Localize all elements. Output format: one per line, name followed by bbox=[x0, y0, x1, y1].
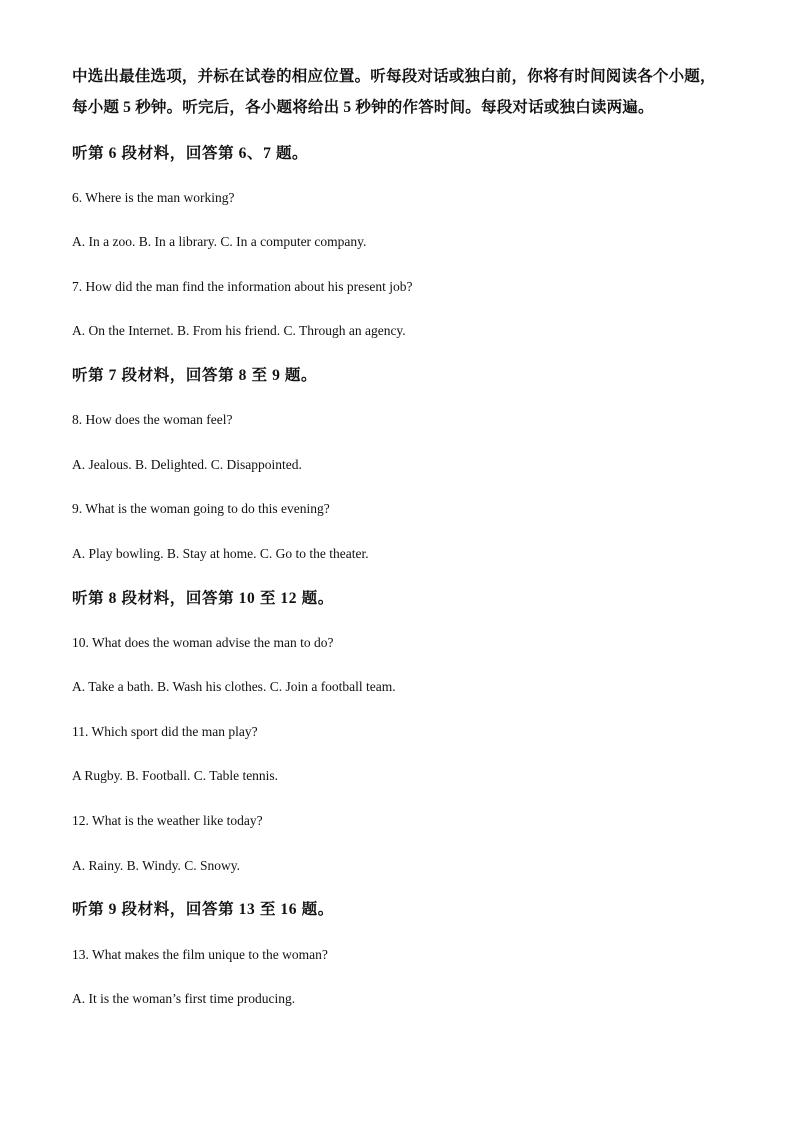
answer-options: A. On the Internet. B. From his friend. C. Through an agency. bbox=[72, 323, 406, 338]
answer-options: A. Rainy. B. Windy. C. Snowy. bbox=[72, 858, 240, 873]
question-text: 6. Where is the man working? bbox=[72, 190, 235, 205]
instructions-line-2: 每小题 5 秒钟。听完后，各小题将给出 5 秒钟的作答时间。每段对话或独白读两遍。 bbox=[72, 99, 654, 116]
section-heading: 听第 7 段材料，回答第 8 至 9 题。 bbox=[72, 367, 318, 384]
answer-options: A. Play bowling. B. Stay at home. C. Go to the theater. bbox=[72, 546, 369, 561]
answer-options: A. In a zoo. B. In a library. C. In a computer company. bbox=[72, 234, 367, 249]
question-text: 9. What is the woman going to do this evening? bbox=[72, 501, 330, 516]
answer-options: A. Take a bath. B. Wash his clothes. C. Join a football team. bbox=[72, 679, 396, 694]
answer-options: A. It is the woman’s first time producing. bbox=[72, 991, 296, 1006]
question-text: 10. What does the woman advise the man to do? bbox=[72, 635, 334, 650]
question-text: 12. What is the weather like today? bbox=[72, 813, 263, 828]
question-text: 8. How does the woman feel? bbox=[72, 412, 233, 427]
instructions-line-1: 中选出最佳选项，并标在试卷的相应位置。听每段对话或独白前，你将有时间阅读各个小题， bbox=[72, 68, 716, 85]
answer-options: A. Jealous. B. Delighted. C. Disappointed. bbox=[72, 457, 302, 472]
question-text: 11. Which sport did the man play? bbox=[72, 724, 258, 739]
answer-options: A Rugby. B. Football. C. Table tennis. bbox=[72, 768, 279, 783]
section-heading: 听第 6 段材料，回答第 6、7 题。 bbox=[72, 145, 309, 162]
section-heading: 听第 8 段材料，回答第 10 至 12 题。 bbox=[72, 590, 334, 607]
question-text: 7. How did the man find the information about his present job? bbox=[72, 279, 413, 294]
section-heading: 听第 9 段材料，回答第 13 至 16 题。 bbox=[72, 901, 334, 918]
question-text: 13. What makes the film unique to the woman? bbox=[72, 947, 328, 962]
